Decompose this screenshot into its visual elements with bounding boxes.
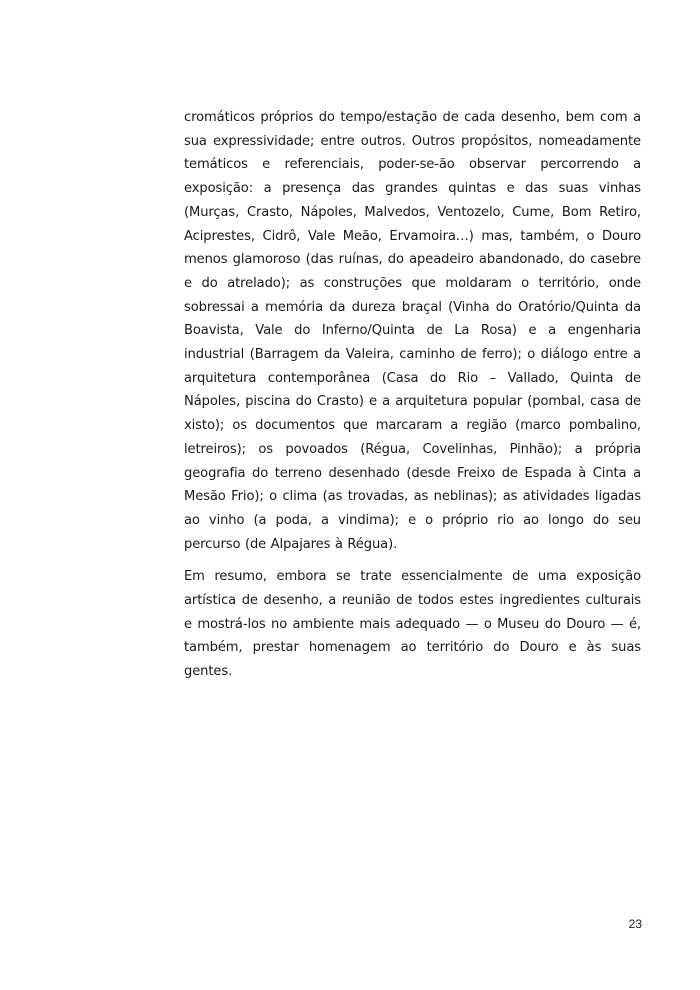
paragraph-summary: Em resumo, embora se trate essencialmente de uma exposição artística de desenho, a reunião de todos estes ingredientes culturais e mostrá-los no ambiente mais adequado — o Museu do Douro — é, também, prestar homenagem ao território do Douro e às suas gentes. [184,569,641,680]
body-text [184,106,641,684]
paragraph-exhibition-themes: cromáticos próprios do tempo/estação de cada desenho, bem com a sua expressividade; entre outros. Outros propósitos, nomeadamente temáticos e referenciais, poder-se-ão observar percorrendo a exposição: a presença das grandes quintas e das suas vinhas (Murças, Crasto, Nápoles, Malvedos, Ventozelo, Cume, Bom Retiro, Aciprestes, Cidrô, Vale Meão, Ervamoira…) mas, também, o Douro menos glamoroso (das ruínas, do apeadeiro abandonado, do casebre e do atrelado); as construções que moldaram o território, onde sobressai a memória da dureza braçal (Vinha do Oratório/Quinta da Boavista, Vale do Inferno/Quinta de La Rosa) e a engenharia industrial (Barragem da Valeira, caminho de ferro); o diálogo entre a arquitetura contemporânea (Casa do Rio – Vallado, Quinta de Nápoles, piscina do Crasto) e a arquitetura popular (pombal, casa de xisto); os documentos que marcaram a região (marco pombalino, letreiros); os povoados (Régua, Covelinhas, Pinhão); a própria geografia do terreno desenhado (desde Freixo de Espada à Cinta a Mesão Frio); o clima (as trovadas, as neblinas); as atividades ligadas ao vinho (a poda, a vindima); e o próprio rio ao longo do seu percurso (de Alpajares à Régua). [184,110,641,552]
page-number: 23 [628,917,642,931]
